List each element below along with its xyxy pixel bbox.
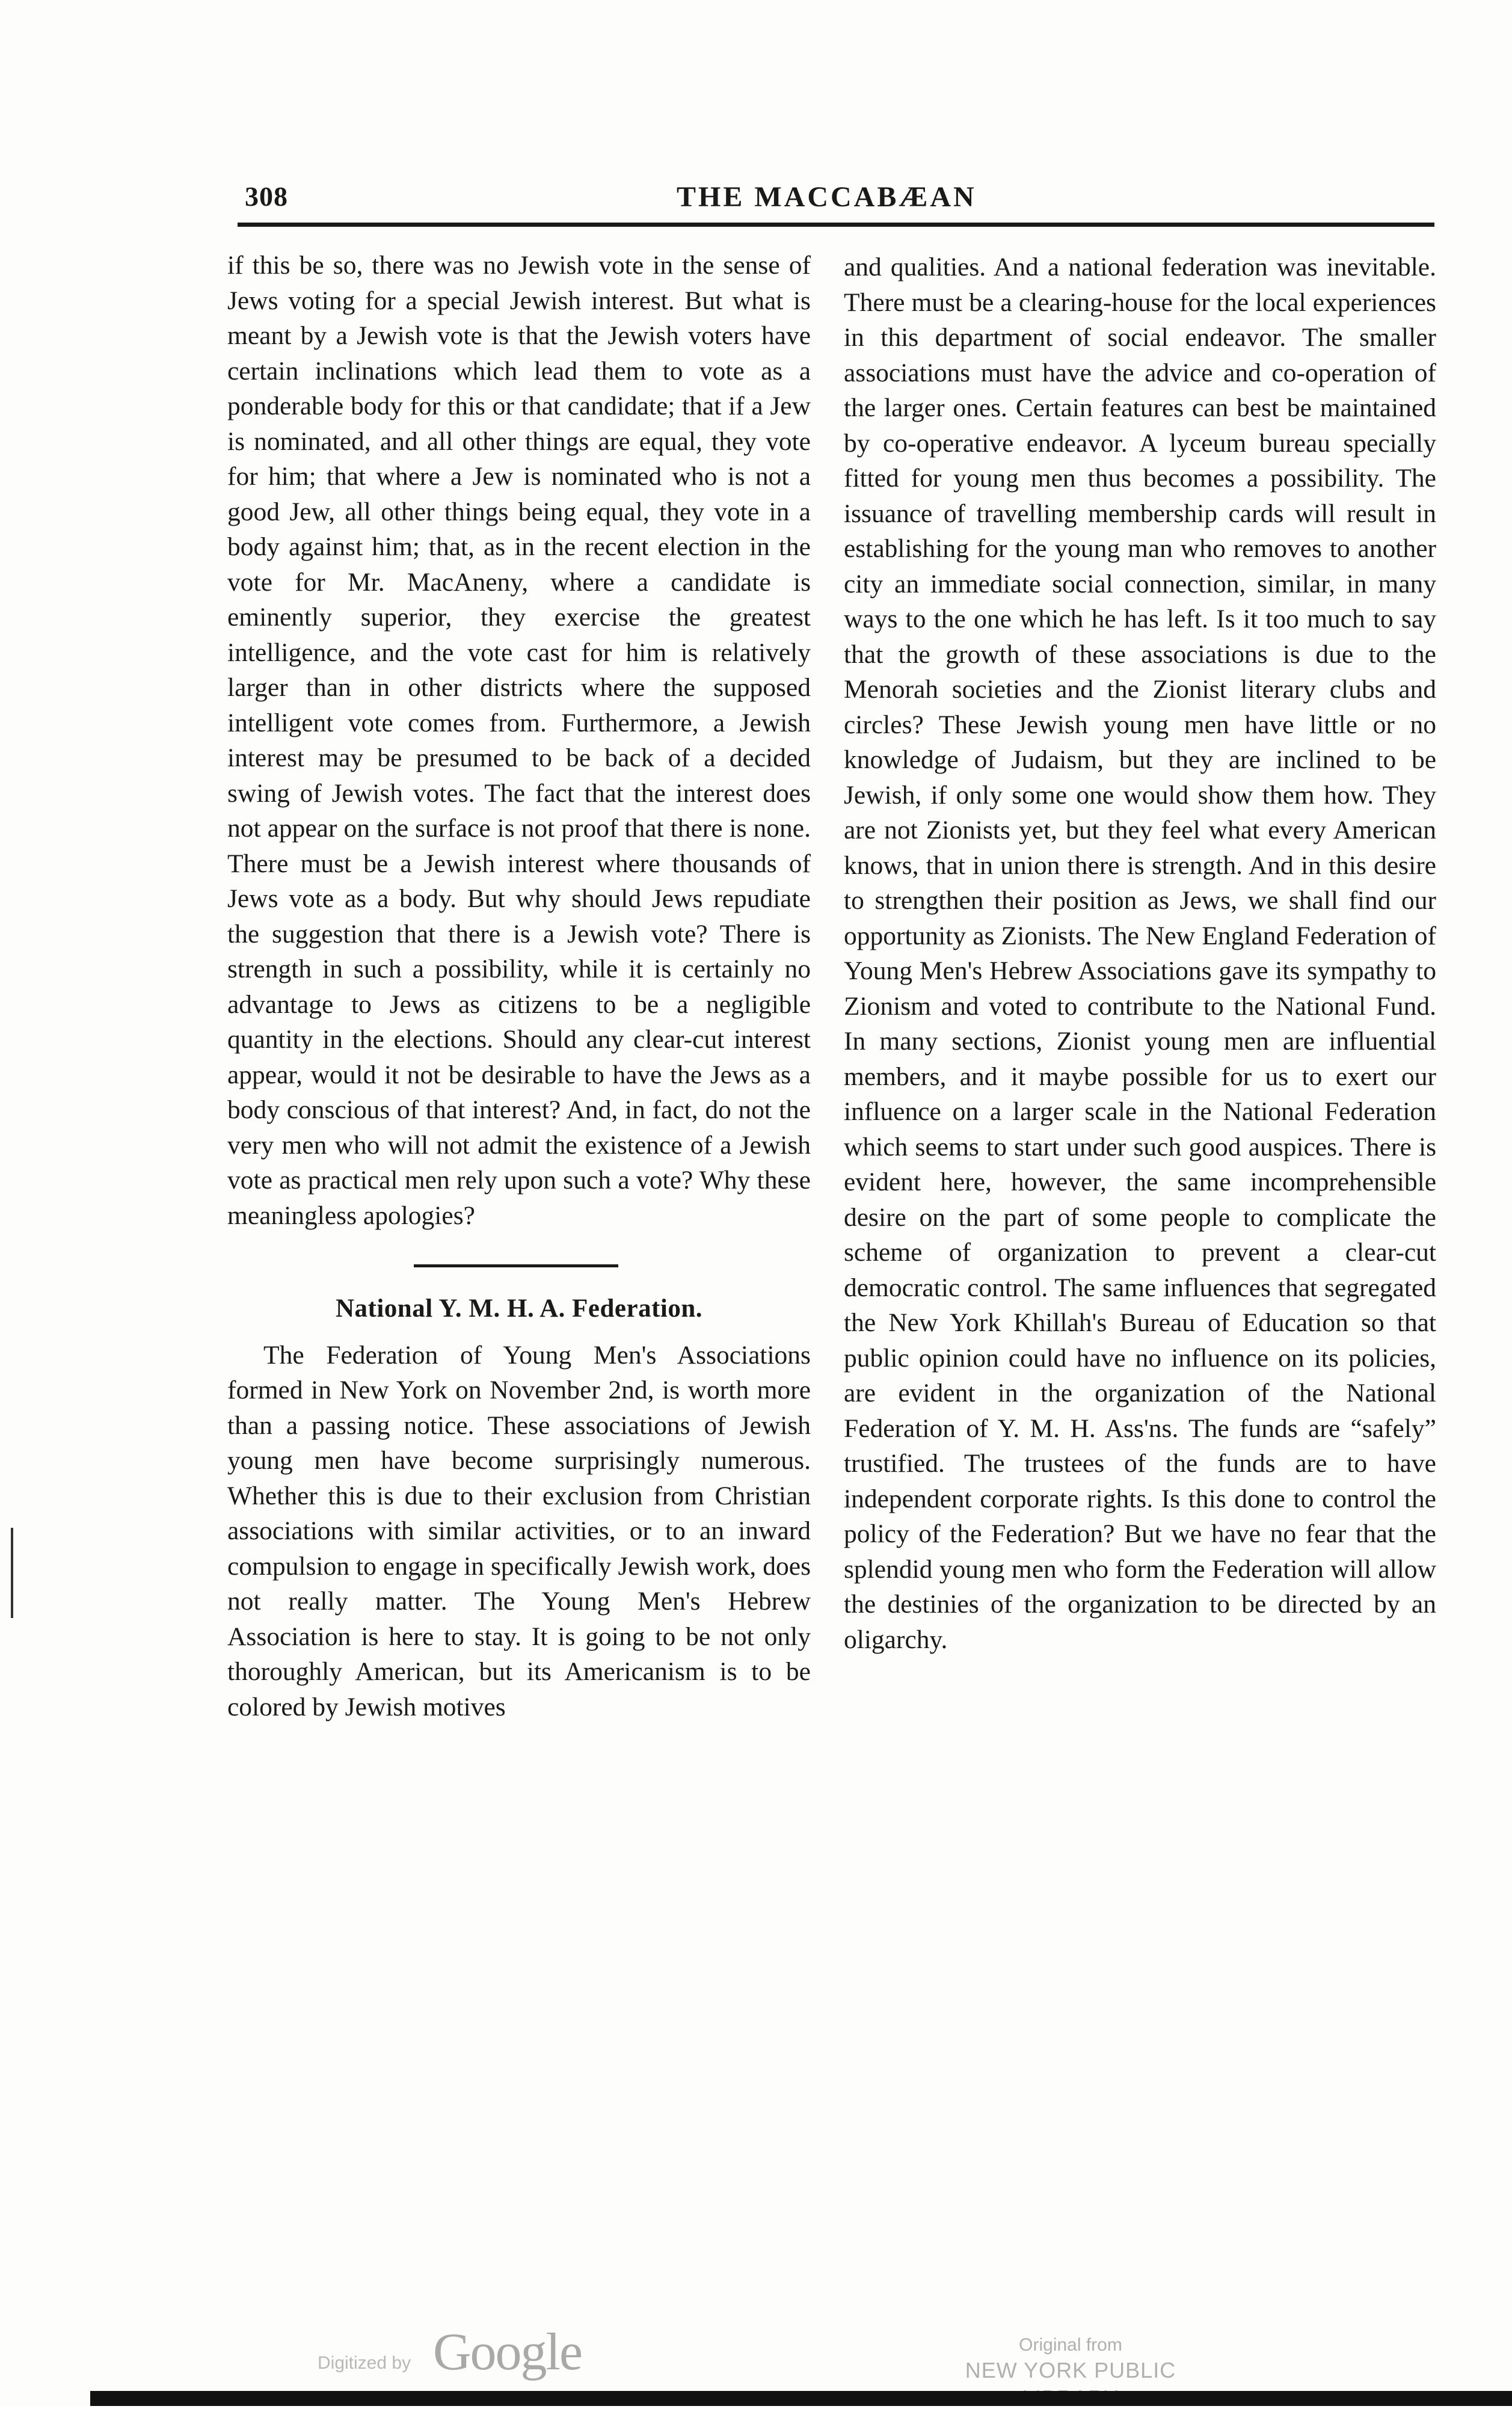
source-library-name: NEW YORK PUBLIC [965,2358,1176,2383]
scan-bottom-edge [90,2391,1512,2406]
digitized-label: Digitized by [318,2353,411,2373]
left-paragraph-continued: if this be so, there was no Jewish vote in the sense of Jews voting for a special Jewish interest. But what is meant by a Jewish vote is that the Jewish voters have certain inclinations which lead them to vote as a ponderable body for this or that candidate; that if a Jew is nominated, and all other things are equal, they vote for him; that where a Jew is nominated who is not a good Jew, all other things being equal, they vote in a body against him; that, as in the recent election in the vote for Mr. MacAneny, where a candidate is eminently superior, they exercise the greatest intelligence, and the vote cast for him is relatively larger than in other districts where the supposed intelligent vote comes from. Furthermore, a Jewish interest may be presumed to be back of a decided swing of Jewish votes. The fact that the interest does not appear on the surface is not proof that there is none. There must be a Jewish interest where thousands of Jews vote as a body. But why should Jews repudiate the suggestion that there is a Jewish vote? There is strength in such a possibility, while it is certainly no advantage to Jews as citizens to be a negligible quantity in the elections. Should any clear-cut interest appear, would it not be desirable to have the Jews as a body conscious of that interest? And, in fact, do not the very men who will not admit the existence of a Jewish vote as practical men rely upon such a vote? Why these meaningless apologies? [227,251,811,1230]
right-paragraph: and qualities. And a national federation was inevitable. There must be a clearing-house for the local experiences in this department of social endeavor. The smaller associations must have the advice and co-operation of the larger ones. Certain features can best be maintained by co-operative endeavor. A lyceum bureau specially fitted for young men thus becomes a possibility. The issuance of travelling membership cards will result in establishing for the young man who removes to another city an immediate social connection, similar, in many ways to the one which he has left. Is it too much to say that the growth of these associations is due to the Menorah societies and the Zionist literary clubs and circles? These Jewish young men have little or no knowledge of Judaism, but they are inclined to be Jewish, if only some one would show them how. They are not Zionists yet, but they feel what every American knows, that in union there is strength. And in this desire to strengthen their position as Jews, we shall find our opportunity as Zionists. The New England Federation of Young Men's Hebrew Associations gave its sympathy to Zionism and voted to contribute to the National Fund. In many sections, Zionist young men are influential members, and it maybe possible for us to exert our influence on a larger scale in the National Federation which seems to start under such good auspices. There is evident here, however, the same incomprehensible desire on the part of some people to complicate the scheme of organization to prevent a clear-cut democratic control. The same influences that segregated the New York Khillah's Bureau of Education so that public opinion could have no influence on its policies, are evident in the organization of the National Federation of Y. M. H. Ass'ns. The funds are “safely” trustified. The trustees of the funds are to have independent corporate rights. Is this done to control the policy of the Federation? But we have no fear that the splendid young men who form the Federation will allow the destinies of the organization to be directed by an oligarchy. [844,253,1436,1654]
right-column [844,250,1436,1657]
left-column [227,248,811,1724]
page-number: 308 [245,181,288,212]
google-logo: Google [433,2323,582,2381]
journal-title: THE MACCABÆAN [677,181,977,213]
margin-scan-mark [11,1528,13,1618]
left-paragraph-federation: The Federation of Young Men's Associations formed in New York on November 2nd, is worth more than a passing notice. These associations of Jewish young men have become surprisingly numerous. Whether this is due to their exclusion from Christian associations with similar activities, or to an inward compulsion to engage in specifically Jewish work, does not really matter. The Young Men's Hebrew Association is here to stay. It is going to be not only thoroughly American, but its Americanism is to be colored by Jewish motives [227,1340,811,1721]
section-divider [414,1264,618,1267]
source-label: Original from [1019,2335,1122,2355]
header-rule [238,223,1434,227]
running-header [238,180,1434,229]
digitized-by-google-watermark [313,2322,589,2382]
section-heading: National Y. M. H. A. Federation. [335,1294,703,1323]
